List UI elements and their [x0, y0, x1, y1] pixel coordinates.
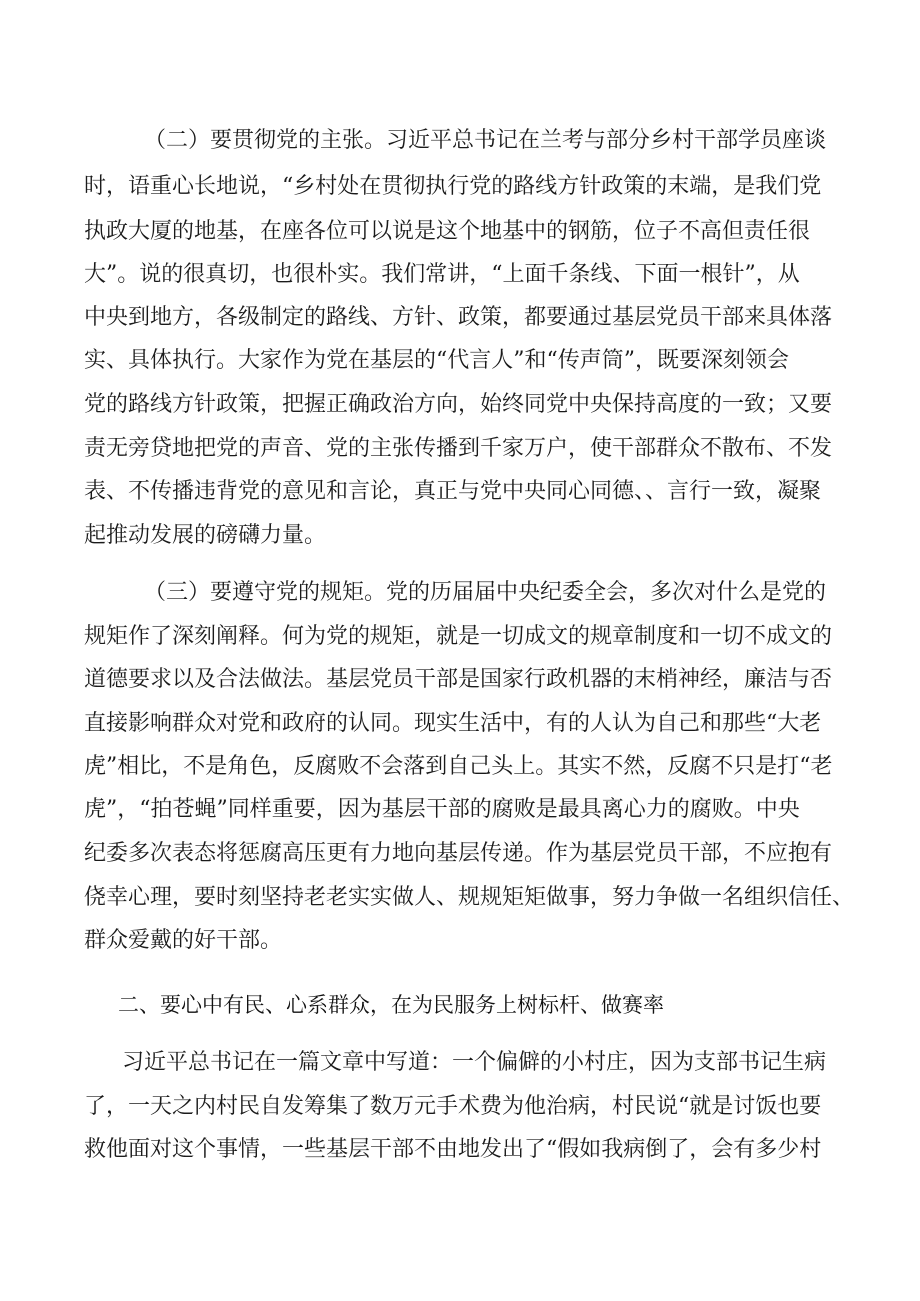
document-page: （二）要贯彻党的主张。习近平总书记在兰考与部分乡村干部学员座谈 时，语重心长地说，“乡村处在贯彻执行党的路线方针政策的末端，是我们党 执政大厦的地基，在座各位可以说是这个地基中的钢筋，位子不高但责任很 大”。说的很真切，也很朴实。我们常讲，“上面千条线、下面一根针”，从 中央到地方，各级制定的路线、方针、政策，都要通过基层党员干部来具体落 实、具体执行。大家作为党在基层的“代言人”和“传声筒”，既要深刻领会 党的路线方针政策，把握正确政治方向，始终同党中央保持高度的一致；又要 责无旁贷地把党的声音、党的主张传播到千家万户，使干部群众不散布、不发 表、不传播违背党的意见和言论，真正与党中央同心同德、、言行一致，凝聚 起推动发展的磅礴力量。 （三）要遵守党的规矩。党的历届届中央纪委全会，多次对什么是党的 规矩作了深刻阐释。何为党的规矩，就是一切成文的规章制度和一切不成文的 道德要求以及合法做法。基层党员干部是国家行政机器的末梢神经，廉洁与否 直接影响群众对党和政府的认同。现实生活中，有的人认为自己和那些“大老 虎”相比，不是角色，反腐败不会落到自己头上。其实不然，反腐不只是打“老 虎”，“拍苍蝇”同样重要，因为基层干部的腐败是最具离心力的腐败。中央 纪委多次表态将惩腐高压更有力地向基层传递。作为基层党员干部，不应抱有 侥幸心理，要时刻坚持老老实实做人、规规矩矩做事，努力争做一名组织信任、 群众爱戴的好干部。 二、要心中有民、心系群众，在为民服务上树标杆、做赛率 习近平总书记在一篇文章中写道：一个偏僻的小村庄，因为支部书记生病 了，一天之内村民自发筹集了数万元手术费为他治病，村民说“就是讨饭也要 救他面对这个事情，一些基层干部不由地发出了“假如我病倒了，会有多少村	[0, 0, 920, 1301]
